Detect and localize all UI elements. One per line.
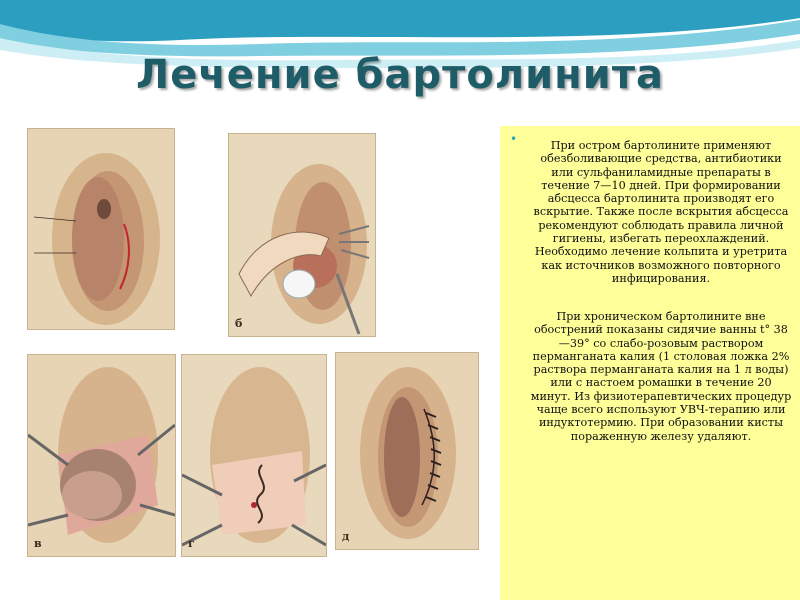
slide-title: Лечение бартолинита (135, 52, 665, 98)
figure-letter: б (235, 317, 243, 330)
anatomical-drawing (28, 129, 174, 329)
illustration-figure-d (335, 352, 479, 550)
text-panel (500, 126, 800, 600)
illustration-figure-1 (27, 128, 175, 330)
figure-letter: д (342, 530, 350, 543)
illustration-figure-v (27, 354, 176, 557)
paragraph-chronic: При хроническом бартолините вне обострений показаны сидячие ванны t° 38—39° со слабо-розовым раствором перманганата калия (1 столовая ложка 2% раствора перманганата калия на 1 л воды) или с настоем ромашки в течение 20 минут. Из физиотерапевтических процедур чаще всего используют УВЧ-терапию или индуктотермию. При образовании кисты пораженную железу удаляют. (530, 310, 792, 443)
anatomical-drawing (182, 355, 326, 556)
figure-letter: в (34, 537, 42, 550)
anatomical-drawing (229, 134, 375, 336)
bullet-icon: • (510, 132, 518, 146)
illustration-figure-g (181, 354, 327, 557)
anatomical-drawing (28, 355, 175, 556)
paragraph-acute: При остром бартолините применяют обезболивающие средства, антибиотики или сульфаниламидные препараты в течение 7—10 дней. При формировании абсцесса бартолинита производят его вскрытие. Также после вскрытия абсцесса рекомендуют соблюдать правила личной гигиены, избегать переохлаждений. Необходимо лечение кольпита и уретрита как источников возможного повторного инфицирования. (533, 139, 789, 285)
illustration-figure-b (228, 133, 376, 337)
figure-letter: г (188, 537, 195, 550)
anatomical-drawing (336, 353, 478, 549)
